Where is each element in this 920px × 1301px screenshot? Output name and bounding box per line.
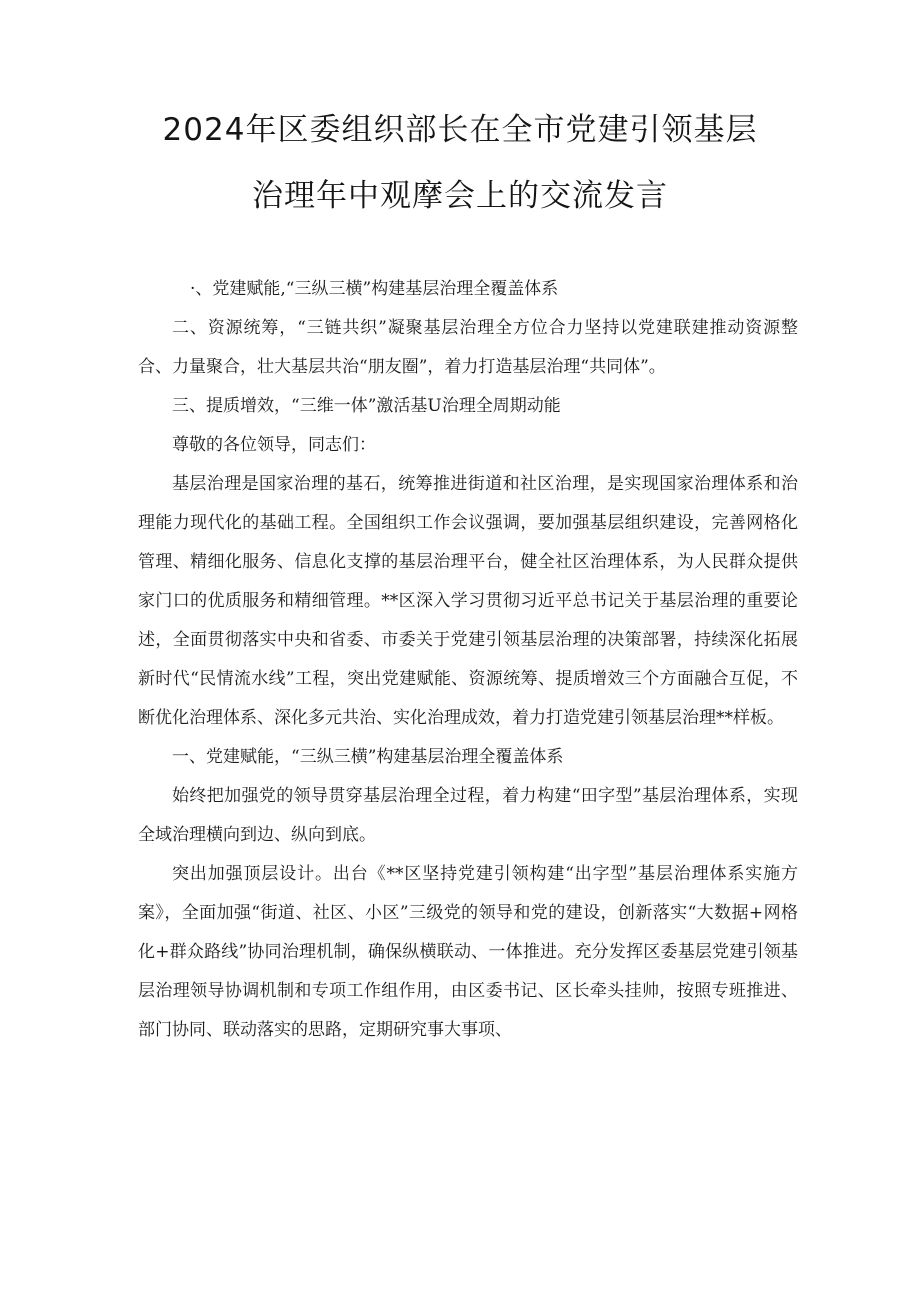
body-paragraph: ·、党建赋能,“三纵三横”构建基层治理全覆盖体系 — [190, 279, 559, 299]
body-paragraph: 一、党建赋能，“三纵三横”构建基层治理全覆盖体系 — [172, 747, 564, 767]
body-paragraph: 基层治理是国家治理的基石，统筹推进街道和社区治理，是实现国家治理体系和治理能力现代化的基础工程。全国组织工作会议强调，要加强基层组织建设，完善网格化管理、精细化服务、信息化支撑的基层治理平台，健全社区治理体系，为人民群众提供家门口的优质服务和精细管理。**区深入学习贯彻习近平总书记关于基层治理的重要论述，全面贯彻落实中央和省委、市委关于党建引领基层治理的决策部署，持续深化拓展新时代“民情流水线”工程，突出党建赋能、资源统筹、提质增效三个方面融合互促，不断优化治理体系、深化多元共治、实化治理成效，着力打造党建引领基层治理**样板。 — [138, 474, 798, 728]
document-body — [138, 270, 798, 1050]
body-paragraph: 始终把加强党的领导贯穿基层治理全过程，着力构建“田字型”基层治理体系，实现全域治理横向到边、纵向到底。 — [138, 786, 798, 845]
body-paragraph: 突出加强顶层设计。出台《**区坚持党建引领构建“出字型”基层治理体系实施方案》，全面加强“街道、社区、小区”三级党的领导和党的建设，创新落实“大数据+网格化+群众路线”协同治理机制，确保纵横联动、一体推进。充分发挥区委基层党建引领基层治理领导协调机制和专项工作组作用，由区委书记、区长牵头挂帅，按照专班推进、部门协同、联动落实的思路，定期研究事大事项、 — [138, 864, 798, 1040]
document-title-line-1: 2024年区委组织部长在全市党建引领基层 — [162, 112, 758, 148]
body-paragraph: 二、资源统筹，“三链共织”凝聚基层治理全方位合力坚持以党建联建推动资源整合、力量聚合，壮大基层共治“朋友圈”，着力打造基层治理“共同体”。 — [138, 318, 798, 377]
body-paragraph: 三、提质增效，“三维一体”激活基U治理全周期动能 — [172, 396, 561, 416]
body-paragraph: 尊敬的各位领导，同志们： — [172, 435, 376, 455]
document-title-line-2: 治理年中观摩会上的交流发言 — [252, 178, 668, 214]
